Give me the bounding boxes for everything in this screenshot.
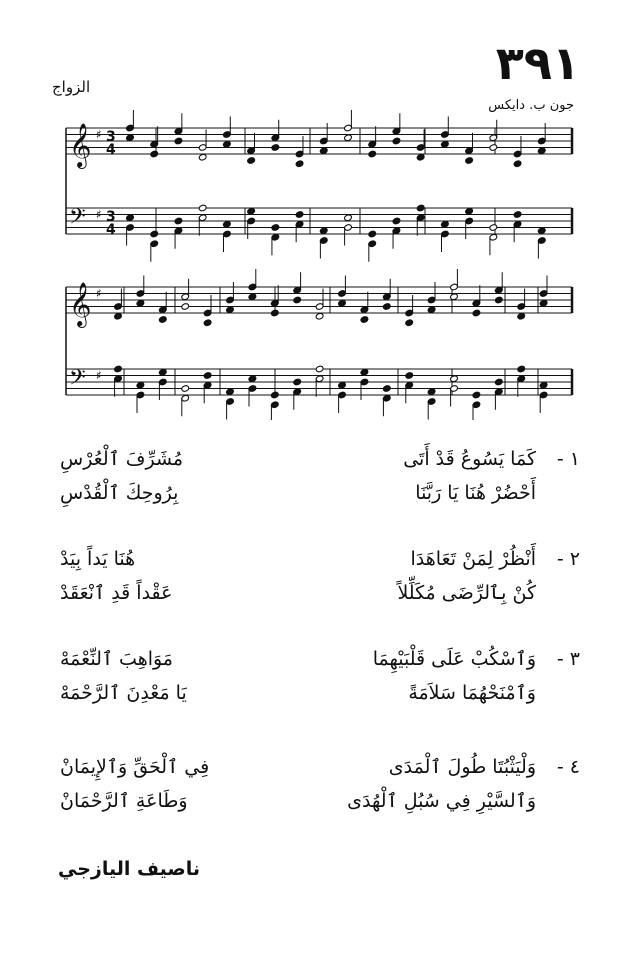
note-head: [517, 312, 526, 320]
note-head: [517, 365, 526, 373]
note-head: [203, 372, 212, 380]
time-signature-top: 3: [106, 209, 116, 225]
verse-line-right: وَٱلسَّيْرِ فِي سُبُلِ ٱلْهُدَى: [347, 790, 536, 812]
note-head: [158, 316, 167, 324]
note-head: [315, 312, 324, 320]
note-head: [537, 147, 546, 155]
note-head: [248, 375, 257, 383]
note-head: [416, 153, 425, 161]
note-head: [247, 207, 256, 215]
note-head: [450, 375, 459, 383]
note-head: [392, 137, 401, 145]
note-head: [405, 372, 414, 380]
note-head: [368, 230, 377, 238]
bass-clef: 𝄢: [69, 365, 86, 396]
note-head: [338, 299, 347, 307]
note-head: [539, 299, 548, 307]
hymn-number: ٣٩١: [495, 36, 580, 90]
verse-line-left: هُنَا يَداً بِيَدْ: [60, 548, 136, 570]
time-signature-bottom: 4: [106, 142, 116, 158]
verse-line-right: أَحْضُرْ هُنَا يَا رَبَّنَا: [415, 482, 536, 504]
treble-clef: 𝄞: [69, 282, 92, 326]
note-head: [136, 299, 145, 307]
verse-line-right: وَلْيَثْبُتَا طُولَ ٱلْمَدَى: [388, 756, 536, 778]
verse-line-right: وَٱسْكُبْ عَلَى قَلْبَيْهِمَا: [372, 648, 536, 670]
note-head: [450, 293, 459, 301]
note-head: [465, 157, 474, 165]
bass-clef: 𝄢: [69, 204, 86, 235]
note-head: [513, 211, 522, 219]
note-head: [181, 385, 190, 393]
note-head: [441, 140, 450, 148]
note-head: [360, 368, 369, 376]
note-head: [114, 365, 123, 373]
note-head: [465, 207, 474, 215]
sheet-music: [0, 0, 640, 420]
verse-number: ٢ -: [556, 548, 580, 570]
note-head: [126, 214, 135, 222]
note-head: [344, 134, 353, 142]
verse-line-right: وَٱمْنَحْهُمَا سَلاَمَةً: [408, 682, 536, 704]
note-head: [271, 224, 280, 232]
note-head: [126, 134, 135, 142]
note-head: [270, 391, 279, 399]
note-head: [295, 160, 304, 168]
note-head: [174, 217, 183, 225]
verse-line-left: مَوَاهِبَ ٱلنِّعْمَهْ: [60, 648, 173, 670]
verse-number: ١ -: [556, 448, 580, 470]
verse-number: ٤ -: [556, 756, 580, 778]
note-head: [405, 319, 414, 327]
note-head: [181, 303, 190, 311]
hymn-category: الزواج: [52, 78, 91, 96]
note-head: [494, 378, 503, 386]
note-head: [293, 378, 302, 386]
note-head: [114, 312, 123, 320]
note-head: [416, 204, 425, 212]
note-head: [319, 147, 328, 155]
verse-line-left: وَطَاعَةِ ٱلرَّحْمَانْ: [60, 790, 188, 812]
note-head: [472, 309, 481, 317]
time-signature-bottom: 4: [106, 222, 116, 238]
note-head: [392, 217, 401, 225]
verse-line-right: أَنْظُرْ لِمَنْ تَعَاهَدَا: [410, 548, 536, 570]
verse-line-right: كُنْ بِٱلرِّضَى مُكَلِّلاً: [397, 582, 536, 604]
note-head: [247, 157, 256, 165]
note-head: [382, 385, 391, 393]
note-head: [513, 160, 522, 168]
note-head: [494, 296, 503, 304]
treble-clef: 𝄞: [69, 123, 92, 167]
note-head: [223, 140, 232, 148]
note-head: [360, 316, 369, 324]
note-head: [315, 365, 324, 373]
note-head: [158, 368, 167, 376]
note-head: [293, 296, 302, 304]
note-head: [150, 230, 159, 238]
key-signature-sharp: ♯: [96, 368, 102, 383]
note-head: [198, 153, 207, 161]
verse-line-right: كَمَا يَسُوعُ قَدْ أَتَى: [403, 448, 536, 470]
note-head: [223, 220, 232, 228]
note-head: [136, 381, 145, 389]
note-head: [271, 144, 280, 152]
key-signature-sharp: ♯: [96, 127, 102, 142]
note-head: [441, 220, 450, 228]
note-head: [198, 204, 207, 212]
note-head: [382, 303, 391, 311]
note-head: [539, 381, 548, 389]
note-head: [368, 150, 377, 158]
note-head: [319, 227, 328, 235]
note-head: [270, 309, 279, 317]
note-head: [226, 388, 235, 396]
note-head: [248, 293, 257, 301]
note-head: [344, 214, 353, 222]
verse-line-left: بِرُوحِكَ ٱلْقُدْسِ: [60, 482, 179, 504]
note-head: [338, 381, 347, 389]
key-signature-sharp: ♯: [96, 207, 102, 222]
verse-line-left: فِي ٱلْحَقِّ وَٱلإِيمَانْ: [60, 756, 210, 778]
verse-line-left: مُشَرِّفَ ٱلْعُرْسِ: [60, 448, 184, 470]
note-head: [427, 388, 436, 396]
note-head: [295, 211, 304, 219]
composer-credit: جون ب. دايكس: [488, 98, 574, 113]
verse-line-left: عَقْداً قَدِ ٱنْعَقَدْ: [60, 582, 173, 604]
note-head: [489, 224, 498, 232]
note-head: [226, 306, 235, 314]
note-head: [203, 319, 212, 327]
note-head: [174, 137, 183, 145]
verse-number: ٣ -: [556, 648, 580, 670]
note-head: [537, 227, 546, 235]
note-head: [150, 150, 159, 158]
note-head: [489, 144, 498, 152]
key-signature-sharp: ♯: [96, 286, 102, 301]
lyricist-credit: ناصيف اليازجي: [58, 858, 201, 880]
note-head: [427, 306, 436, 314]
note-head: [472, 391, 481, 399]
time-signature-top: 3: [106, 129, 116, 145]
verse-line-left: يَا مَعْدِنَ ٱلرَّحْمَهْ: [60, 682, 187, 704]
